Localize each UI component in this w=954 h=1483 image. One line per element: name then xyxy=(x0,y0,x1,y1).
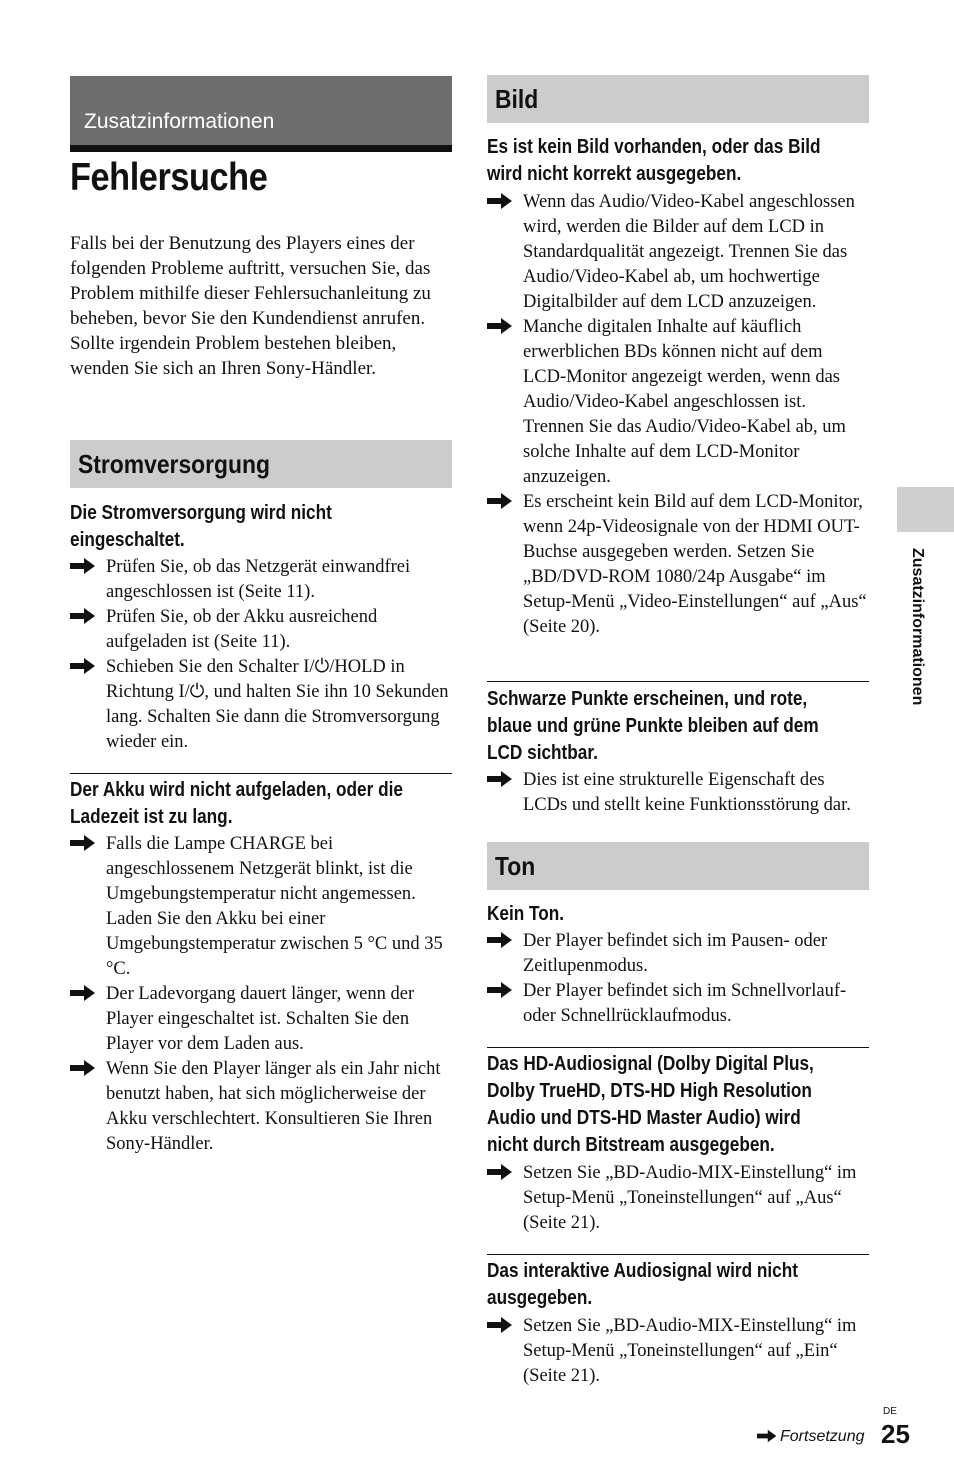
question-power-on: Die Stromversorgung wird nicht eingeschaltet. xyxy=(70,502,332,551)
question-no-picture: Es ist kein Bild vorhanden, oder das Bild wird nicht korrekt ausgegeben. xyxy=(487,136,821,185)
list-item: Es erscheint kein Bild auf dem LCD-Monitor, wenn 24p-Videosignale von der HDMI OUT-Buchse ausgegeben werden. Setzen Sie „BD/DVD-ROM 1080/24p Ausgabe“ im Setup-Menü „Video-Einstellungen“ auf „Aus“ (Seite 20). xyxy=(487,490,869,640)
section-label: Zusatzinformationen xyxy=(84,110,275,133)
question-battery: Der Akku wird nicht aufgeladen, oder die Ladezeit ist zu lang. xyxy=(70,779,403,828)
side-tab-marker xyxy=(897,487,954,532)
list-item: Manche digitalen Inhalte auf käuflich erwerblichen BDs können nicht auf dem LCD-Monitor angezeigt werden, wenn das Audio/Video-Kabel angeschlossen ist. Trennen Sie das Audio/Video-Kabel ab, um solche Inhalte auf dem LCD-Monitor anzuzeigen. xyxy=(487,315,869,490)
arrow-right-icon xyxy=(487,931,513,949)
divider xyxy=(487,681,869,682)
answer-list-dots xyxy=(487,768,869,818)
arrow-right-icon xyxy=(487,981,513,999)
list-item: Wenn Sie den Player länger als ein Jahr nicht benutzt haben, hat sich möglicherweise der Akku verschlechtert. Konsultieren Sie Ihren Sony-Händler. xyxy=(70,1057,452,1157)
arrow-right-icon xyxy=(487,770,513,788)
arrow-right-icon xyxy=(756,1429,778,1443)
arrow-right-icon xyxy=(70,1059,96,1077)
section-bar xyxy=(70,76,452,152)
heading-stromversorgung: Stromversorgung xyxy=(70,440,452,488)
list-item: Schieben Sie den Schalter I/⏻/HOLD in Richtung I/⏻, und halten Sie ihn 10 Sekunden lang. Schalten Sie dann die Stromversorgung wieder ein. xyxy=(70,655,452,755)
list-item: Der Player befindet sich im Pausen- oder Zeitlupenmodus. xyxy=(487,929,869,979)
arrow-right-icon xyxy=(487,492,513,510)
list-item: Dies ist eine strukturelle Eigenschaft des LCDs und stellt keine Funktionsstörung dar. xyxy=(487,768,869,818)
list-item: Prüfen Sie, ob der Akku ausreichend aufgeladen ist (Seite 11). xyxy=(70,605,452,655)
arrow-right-icon xyxy=(487,192,513,210)
divider xyxy=(487,1047,869,1048)
answer-list-no-picture xyxy=(487,190,869,640)
arrow-right-icon xyxy=(70,607,96,625)
arrow-right-icon xyxy=(487,317,513,335)
answer-list-power-on xyxy=(70,555,452,755)
page-number: 25 xyxy=(881,1419,910,1449)
list-item: Wenn das Audio/Video-Kabel angeschlossen wird, werden die Bilder auf dem LCD in Standardqualität angezeigt. Trennen Sie das Audio/Video-Kabel ab, um hochwertige Digitalbilder auf dem LCD anzuzeigen. xyxy=(487,190,869,315)
list-item: Der Ladevorgang dauert länger, wenn der Player eingeschaltet ist. Schalten Sie den Player vor dem Laden aus. xyxy=(70,982,452,1057)
question-dots: Schwarze Punkte erscheinen, und rote, blaue und grüne Punkte bleiben auf dem LCD sichtbar. xyxy=(487,688,819,764)
list-item: Falls die Lampe CHARGE bei angeschlossenem Netzgerät blinkt, ist die Umgebungstemperatur nicht angemessen. Laden Sie den Akku bei einer Umgebungstemperatur zwischen 5 °C und 35 °C. xyxy=(70,832,452,982)
question-hd-audio: Das HD-Audiosignal (Dolby Digital Plus, Dolby TrueHD, DTS-HD High Resolution Audio und DTS-HD Master Audio) wird nicht durch Bitstream ausgegeben. xyxy=(487,1053,814,1156)
arrow-right-icon xyxy=(487,1316,513,1334)
answer-list-hd-audio xyxy=(487,1161,869,1236)
answer-list-battery xyxy=(70,832,452,1157)
continuation-note: Fortsetzung xyxy=(756,1428,864,1446)
heading-ton: Ton xyxy=(487,842,869,890)
question-no-sound: Kein Ton. xyxy=(487,903,565,925)
list-item: Setzen Sie „BD-Audio-MIX-Einstellung“ im Setup-Menü „Toneinstellungen“ auf „Ein“ (Seite 21). xyxy=(487,1314,869,1389)
divider xyxy=(487,1254,869,1255)
arrow-right-icon xyxy=(70,657,96,675)
heading-bild: Bild xyxy=(487,75,869,123)
language-code: DE xyxy=(883,1406,897,1417)
arrow-right-icon xyxy=(487,1163,513,1181)
answer-list-interactive-audio xyxy=(487,1314,869,1389)
arrow-right-icon xyxy=(70,834,96,852)
page-title: Fehlersuche xyxy=(70,156,268,199)
divider xyxy=(70,773,452,774)
answer-list-no-sound xyxy=(487,929,869,1029)
arrow-right-icon xyxy=(70,557,96,575)
list-item: Prüfen Sie, ob das Netzgerät einwandfrei angeschlossen ist (Seite 11). xyxy=(70,555,452,605)
list-item: Setzen Sie „BD-Audio-MIX-Einstellung“ im Setup-Menü „Toneinstellungen“ auf „Aus“ (Seite 21). xyxy=(487,1161,869,1236)
arrow-right-icon xyxy=(70,984,96,1002)
list-item: Der Player befindet sich im Schnellvorlauf- oder Schnellrücklaufmodus. xyxy=(487,979,869,1029)
question-interactive-audio: Das interaktive Audiosignal wird nicht ausgegeben. xyxy=(487,1260,798,1309)
intro-paragraph: Falls bei der Benutzung des Players eines der folgenden Probleme auftritt, versuchen Sie, das Problem mithilfe dieser Fehlersuchanleitung zu beheben, bevor Sie den Kundendienst anrufen. Sollte irgendein Problem bestehen bleiben, wenden Sie sich an Ihren Sony-Händler. xyxy=(70,233,431,379)
side-tab-label: Zusatzinformationen xyxy=(909,548,926,706)
